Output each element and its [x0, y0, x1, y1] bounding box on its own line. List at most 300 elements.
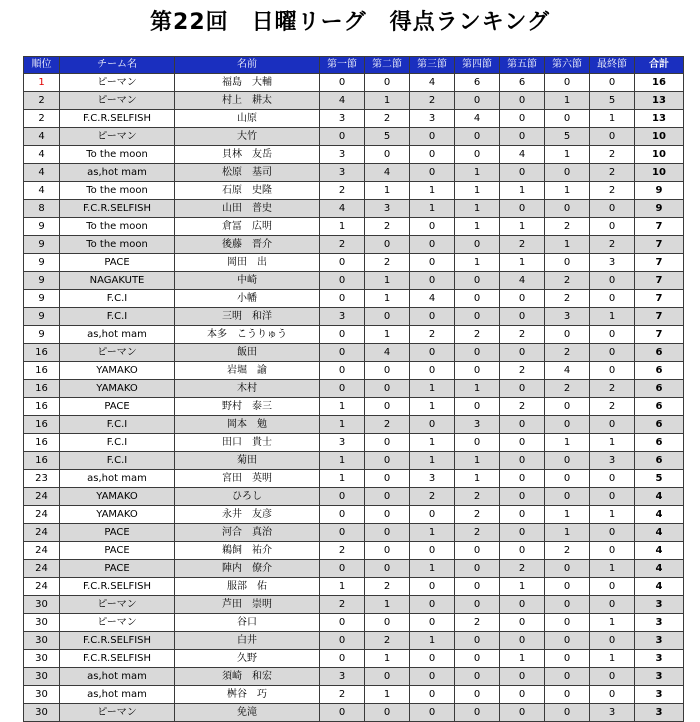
cell-round-6: 0: [545, 614, 590, 632]
cell-round-3: 0: [410, 362, 455, 380]
cell-final-round: 2: [590, 380, 635, 398]
cell-round-6: 0: [545, 452, 590, 470]
cell-rank: 30: [24, 614, 60, 632]
cell-round-3: 1: [410, 452, 455, 470]
table-row: [24, 578, 684, 596]
cell-final-round: 1: [590, 614, 635, 632]
cell-team: F.C.R.SELFISH: [60, 110, 175, 128]
cell-round-5: 0: [500, 128, 545, 146]
cell-round-2: 2: [365, 416, 410, 434]
cell-round-5: 0: [500, 632, 545, 650]
cell-team: To the moon: [60, 236, 175, 254]
cell-round-3: 1: [410, 632, 455, 650]
cell-round-5: 0: [500, 164, 545, 182]
cell-round-1: 1: [320, 470, 365, 488]
cell-round-1: 0: [320, 524, 365, 542]
cell-round-6: 0: [545, 596, 590, 614]
cell-round-5: 0: [500, 434, 545, 452]
cell-round-4: 0: [455, 92, 500, 110]
cell-rank: 30: [24, 686, 60, 704]
cell-name: 陣内 僚介: [175, 560, 320, 578]
cell-team: ピーマン: [60, 614, 175, 632]
cell-round-2: 0: [365, 506, 410, 524]
cell-name: 石原 史隆: [175, 182, 320, 200]
cell-total: 16: [635, 74, 684, 92]
cell-name: 大竹: [175, 128, 320, 146]
cell-round-1: 2: [320, 542, 365, 560]
cell-round-4: 0: [455, 560, 500, 578]
cell-round-4: 2: [455, 506, 500, 524]
table-row: [24, 272, 684, 290]
cell-rank: 24: [24, 578, 60, 596]
table-row: [24, 326, 684, 344]
cell-round-4: 0: [455, 128, 500, 146]
table-row: [24, 254, 684, 272]
cell-round-5: 0: [500, 704, 545, 722]
cell-round-3: 0: [410, 506, 455, 524]
cell-team: F.C.R.SELFISH: [60, 632, 175, 650]
cell-team: ピーマン: [60, 128, 175, 146]
cell-total: 4: [635, 488, 684, 506]
cell-team: YAMAKO: [60, 506, 175, 524]
cell-name: 松原 基司: [175, 164, 320, 182]
cell-round-2: 0: [365, 398, 410, 416]
cell-rank: 8: [24, 200, 60, 218]
cell-round-5: 0: [500, 344, 545, 362]
cell-team: F.C.R.SELFISH: [60, 200, 175, 218]
cell-total: 4: [635, 560, 684, 578]
cell-name: 河合 真治: [175, 524, 320, 542]
cell-round-5: 2: [500, 326, 545, 344]
cell-name: 桝谷 巧: [175, 686, 320, 704]
cell-round-1: 3: [320, 146, 365, 164]
cell-round-2: 0: [365, 308, 410, 326]
table-row: [24, 164, 684, 182]
cell-round-2: 4: [365, 344, 410, 362]
cell-round-3: 0: [410, 146, 455, 164]
cell-rank: 4: [24, 164, 60, 182]
cell-rank: 2: [24, 110, 60, 128]
cell-round-2: 0: [365, 542, 410, 560]
cell-round-1: 1: [320, 452, 365, 470]
cell-round-4: 0: [455, 272, 500, 290]
cell-round-2: 0: [365, 434, 410, 452]
cell-total: 7: [635, 254, 684, 272]
cell-round-5: 2: [500, 236, 545, 254]
cell-round-2: 0: [365, 236, 410, 254]
cell-final-round: 3: [590, 452, 635, 470]
cell-final-round: 1: [590, 650, 635, 668]
cell-round-3: 0: [410, 128, 455, 146]
cell-total: 13: [635, 92, 684, 110]
cell-round-3: 3: [410, 110, 455, 128]
cell-name: 芦田 崇明: [175, 596, 320, 614]
cell-final-round: 2: [590, 182, 635, 200]
cell-round-2: 1: [365, 326, 410, 344]
cell-round-2: 0: [365, 380, 410, 398]
cell-round-1: 0: [320, 704, 365, 722]
cell-round-5: 0: [500, 416, 545, 434]
ranking-table: [23, 56, 684, 722]
cell-team: as,hot mam: [60, 164, 175, 182]
cell-round-5: 1: [500, 182, 545, 200]
cell-round-3: 1: [410, 398, 455, 416]
cell-rank: 30: [24, 704, 60, 722]
cell-round-3: 4: [410, 74, 455, 92]
cell-round-6: 2: [545, 218, 590, 236]
cell-final-round: 1: [590, 110, 635, 128]
cell-round-5: 0: [500, 614, 545, 632]
cell-final-round: 1: [590, 434, 635, 452]
cell-round-2: 2: [365, 632, 410, 650]
cell-round-2: 1: [365, 182, 410, 200]
table-row: [24, 506, 684, 524]
cell-team: as,hot mam: [60, 686, 175, 704]
cell-total: 3: [635, 704, 684, 722]
cell-team: YAMAKO: [60, 380, 175, 398]
cell-round-5: 4: [500, 272, 545, 290]
cell-round-1: 0: [320, 560, 365, 578]
cell-name: 白井: [175, 632, 320, 650]
cell-round-5: 0: [500, 452, 545, 470]
header-round-3: 第三節: [410, 57, 455, 74]
cell-total: 6: [635, 452, 684, 470]
cell-name: 貝林 友岳: [175, 146, 320, 164]
table-row: [24, 308, 684, 326]
cell-rank: 9: [24, 308, 60, 326]
cell-total: 6: [635, 380, 684, 398]
cell-round-1: 1: [320, 416, 365, 434]
cell-round-4: 0: [455, 434, 500, 452]
cell-team: F.C.R.SELFISH: [60, 578, 175, 596]
cell-round-3: 1: [410, 182, 455, 200]
cell-round-1: 1: [320, 578, 365, 596]
cell-round-1: 0: [320, 650, 365, 668]
cell-team: as,hot mam: [60, 470, 175, 488]
cell-round-1: 0: [320, 362, 365, 380]
cell-round-3: 0: [410, 164, 455, 182]
cell-name: 岩堀 諭: [175, 362, 320, 380]
table-header-row: [24, 57, 684, 74]
cell-round-1: 0: [320, 290, 365, 308]
cell-name: 菊田: [175, 452, 320, 470]
cell-round-4: 1: [455, 182, 500, 200]
table-row: [24, 668, 684, 686]
cell-round-5: 2: [500, 362, 545, 380]
cell-round-1: 2: [320, 236, 365, 254]
table-row: [24, 236, 684, 254]
cell-round-2: 2: [365, 578, 410, 596]
cell-total: 3: [635, 596, 684, 614]
cell-round-5: 0: [500, 524, 545, 542]
cell-final-round: 0: [590, 344, 635, 362]
cell-round-4: 0: [455, 398, 500, 416]
cell-rank: 16: [24, 344, 60, 362]
cell-team: To the moon: [60, 218, 175, 236]
cell-team: F.C.I: [60, 290, 175, 308]
cell-total: 7: [635, 290, 684, 308]
header-round-6: 第六節: [545, 57, 590, 74]
header-rank: 順位: [24, 57, 60, 74]
cell-name: 岡田 出: [175, 254, 320, 272]
table-row: [24, 92, 684, 110]
cell-name: 宮田 英明: [175, 470, 320, 488]
cell-round-6: 2: [545, 344, 590, 362]
cell-team: To the moon: [60, 146, 175, 164]
cell-total: 3: [635, 632, 684, 650]
cell-rank: 24: [24, 542, 60, 560]
cell-total: 13: [635, 110, 684, 128]
cell-rank: 4: [24, 128, 60, 146]
cell-final-round: 5: [590, 92, 635, 110]
cell-round-6: 1: [545, 506, 590, 524]
cell-round-2: 0: [365, 560, 410, 578]
cell-round-4: 4: [455, 110, 500, 128]
cell-round-4: 0: [455, 632, 500, 650]
cell-name: 谷口: [175, 614, 320, 632]
cell-round-3: 0: [410, 668, 455, 686]
cell-round-6: 0: [545, 326, 590, 344]
cell-round-1: 3: [320, 110, 365, 128]
cell-final-round: 1: [590, 560, 635, 578]
cell-round-6: 0: [545, 164, 590, 182]
cell-round-3: 0: [410, 236, 455, 254]
cell-round-4: 0: [455, 596, 500, 614]
cell-round-3: 0: [410, 254, 455, 272]
cell-round-6: 0: [545, 74, 590, 92]
cell-final-round: 0: [590, 686, 635, 704]
cell-round-3: 1: [410, 380, 455, 398]
cell-rank: 4: [24, 146, 60, 164]
cell-team: ピーマン: [60, 596, 175, 614]
cell-team: as,hot mam: [60, 326, 175, 344]
cell-team: ピーマン: [60, 704, 175, 722]
cell-round-5: 1: [500, 218, 545, 236]
cell-rank: 30: [24, 650, 60, 668]
cell-round-4: 0: [455, 578, 500, 596]
cell-round-1: 0: [320, 488, 365, 506]
cell-rank: 30: [24, 632, 60, 650]
cell-rank: 24: [24, 488, 60, 506]
cell-round-1: 0: [320, 632, 365, 650]
cell-round-3: 0: [410, 542, 455, 560]
cell-total: 6: [635, 344, 684, 362]
cell-round-1: 4: [320, 92, 365, 110]
cell-team: ピーマン: [60, 344, 175, 362]
cell-team: NAGAKUTE: [60, 272, 175, 290]
cell-total: 7: [635, 326, 684, 344]
cell-team: PACE: [60, 524, 175, 542]
cell-rank: 23: [24, 470, 60, 488]
cell-round-6: 2: [545, 542, 590, 560]
cell-round-4: 2: [455, 524, 500, 542]
cell-round-5: 2: [500, 398, 545, 416]
cell-round-1: 0: [320, 128, 365, 146]
cell-rank: 9: [24, 272, 60, 290]
cell-round-3: 1: [410, 560, 455, 578]
cell-rank: 9: [24, 218, 60, 236]
cell-total: 7: [635, 308, 684, 326]
cell-round-6: 1: [545, 524, 590, 542]
cell-round-5: 0: [500, 686, 545, 704]
cell-round-4: 1: [455, 254, 500, 272]
cell-final-round: 0: [590, 578, 635, 596]
cell-round-2: 1: [365, 686, 410, 704]
cell-round-5: 1: [500, 578, 545, 596]
cell-name: 飯田: [175, 344, 320, 362]
cell-total: 4: [635, 542, 684, 560]
cell-round-6: 1: [545, 236, 590, 254]
cell-round-5: 1: [500, 254, 545, 272]
table-row: [24, 182, 684, 200]
table-row: [24, 686, 684, 704]
cell-total: 3: [635, 668, 684, 686]
cell-final-round: 0: [590, 326, 635, 344]
cell-rank: 24: [24, 560, 60, 578]
cell-round-1: 0: [320, 380, 365, 398]
cell-total: 6: [635, 434, 684, 452]
cell-round-1: 0: [320, 74, 365, 92]
cell-team: PACE: [60, 254, 175, 272]
cell-team: F.C.I: [60, 452, 175, 470]
cell-round-4: 1: [455, 218, 500, 236]
cell-rank: 16: [24, 380, 60, 398]
cell-round-3: 2: [410, 326, 455, 344]
cell-round-6: 4: [545, 362, 590, 380]
cell-round-6: 2: [545, 272, 590, 290]
cell-round-3: 0: [410, 614, 455, 632]
cell-name: 山原: [175, 110, 320, 128]
cell-total: 4: [635, 524, 684, 542]
cell-round-2: 0: [365, 488, 410, 506]
table-row: [24, 560, 684, 578]
page-title: 第22回 日曜リーグ 得点ランキング: [150, 10, 550, 35]
cell-final-round: 2: [590, 236, 635, 254]
table-row: [24, 200, 684, 218]
cell-final-round: 0: [590, 668, 635, 686]
cell-rank: 4: [24, 182, 60, 200]
cell-round-4: 2: [455, 488, 500, 506]
table-row: [24, 146, 684, 164]
table-row: [24, 218, 684, 236]
cell-name: 鵜飼 祐介: [175, 542, 320, 560]
cell-round-2: 1: [365, 272, 410, 290]
cell-round-2: 2: [365, 254, 410, 272]
cell-round-3: 0: [410, 686, 455, 704]
cell-round-4: 1: [455, 380, 500, 398]
cell-name: 田口 貴士: [175, 434, 320, 452]
cell-team: ピーマン: [60, 92, 175, 110]
cell-rank: 9: [24, 290, 60, 308]
cell-name: ひろし: [175, 488, 320, 506]
cell-total: 6: [635, 398, 684, 416]
cell-round-3: 1: [410, 524, 455, 542]
cell-name: 中崎: [175, 272, 320, 290]
cell-round-2: 0: [365, 470, 410, 488]
table-row: [24, 416, 684, 434]
cell-total: 10: [635, 128, 684, 146]
cell-round-6: 0: [545, 416, 590, 434]
table-row: [24, 344, 684, 362]
cell-final-round: 3: [590, 704, 635, 722]
table-row: [24, 290, 684, 308]
cell-round-3: 0: [410, 272, 455, 290]
cell-round-5: 0: [500, 488, 545, 506]
cell-final-round: 2: [590, 398, 635, 416]
table-row: [24, 650, 684, 668]
cell-round-1: 2: [320, 686, 365, 704]
table-row: [24, 128, 684, 146]
cell-rank: 16: [24, 434, 60, 452]
cell-round-2: 2: [365, 218, 410, 236]
table-row: [24, 704, 684, 722]
cell-round-1: 0: [320, 272, 365, 290]
cell-total: 6: [635, 362, 684, 380]
cell-rank: 24: [24, 524, 60, 542]
cell-name: 須崎 和宏: [175, 668, 320, 686]
cell-team: as,hot mam: [60, 668, 175, 686]
cell-total: 3: [635, 686, 684, 704]
cell-final-round: 0: [590, 542, 635, 560]
cell-final-round: 2: [590, 146, 635, 164]
cell-round-3: 0: [410, 650, 455, 668]
cell-final-round: 1: [590, 506, 635, 524]
header-team: チーム名: [60, 57, 175, 74]
cell-round-3: 2: [410, 488, 455, 506]
cell-round-5: 0: [500, 470, 545, 488]
cell-final-round: 0: [590, 632, 635, 650]
cell-round-3: 0: [410, 218, 455, 236]
cell-round-6: 0: [545, 686, 590, 704]
cell-round-2: 1: [365, 596, 410, 614]
cell-name: 後藤 晋介: [175, 236, 320, 254]
cell-round-2: 0: [365, 524, 410, 542]
cell-round-6: 1: [545, 434, 590, 452]
cell-round-2: 0: [365, 668, 410, 686]
cell-total: 9: [635, 182, 684, 200]
header-final-round: 最終節: [590, 57, 635, 74]
cell-name: 本多 こうりゅう: [175, 326, 320, 344]
cell-round-4: 2: [455, 614, 500, 632]
cell-round-4: 0: [455, 236, 500, 254]
cell-round-6: 1: [545, 92, 590, 110]
cell-round-3: 0: [410, 308, 455, 326]
cell-round-6: 5: [545, 128, 590, 146]
cell-total: 4: [635, 506, 684, 524]
cell-round-5: 0: [500, 596, 545, 614]
table-row: [24, 398, 684, 416]
cell-round-5: 0: [500, 200, 545, 218]
cell-round-5: 4: [500, 146, 545, 164]
cell-round-6: 0: [545, 704, 590, 722]
cell-round-4: 0: [455, 686, 500, 704]
cell-round-6: 0: [545, 578, 590, 596]
cell-round-5: 6: [500, 74, 545, 92]
table-row: [24, 74, 684, 92]
cell-round-1: 3: [320, 434, 365, 452]
cell-final-round: 0: [590, 488, 635, 506]
cell-round-6: 3: [545, 308, 590, 326]
cell-round-4: 0: [455, 542, 500, 560]
cell-round-1: 0: [320, 254, 365, 272]
cell-name: 村上 耕太: [175, 92, 320, 110]
cell-team: PACE: [60, 398, 175, 416]
cell-rank: 16: [24, 362, 60, 380]
cell-total: 7: [635, 272, 684, 290]
cell-total: 7: [635, 218, 684, 236]
cell-round-3: 0: [410, 578, 455, 596]
cell-round-4: 2: [455, 326, 500, 344]
